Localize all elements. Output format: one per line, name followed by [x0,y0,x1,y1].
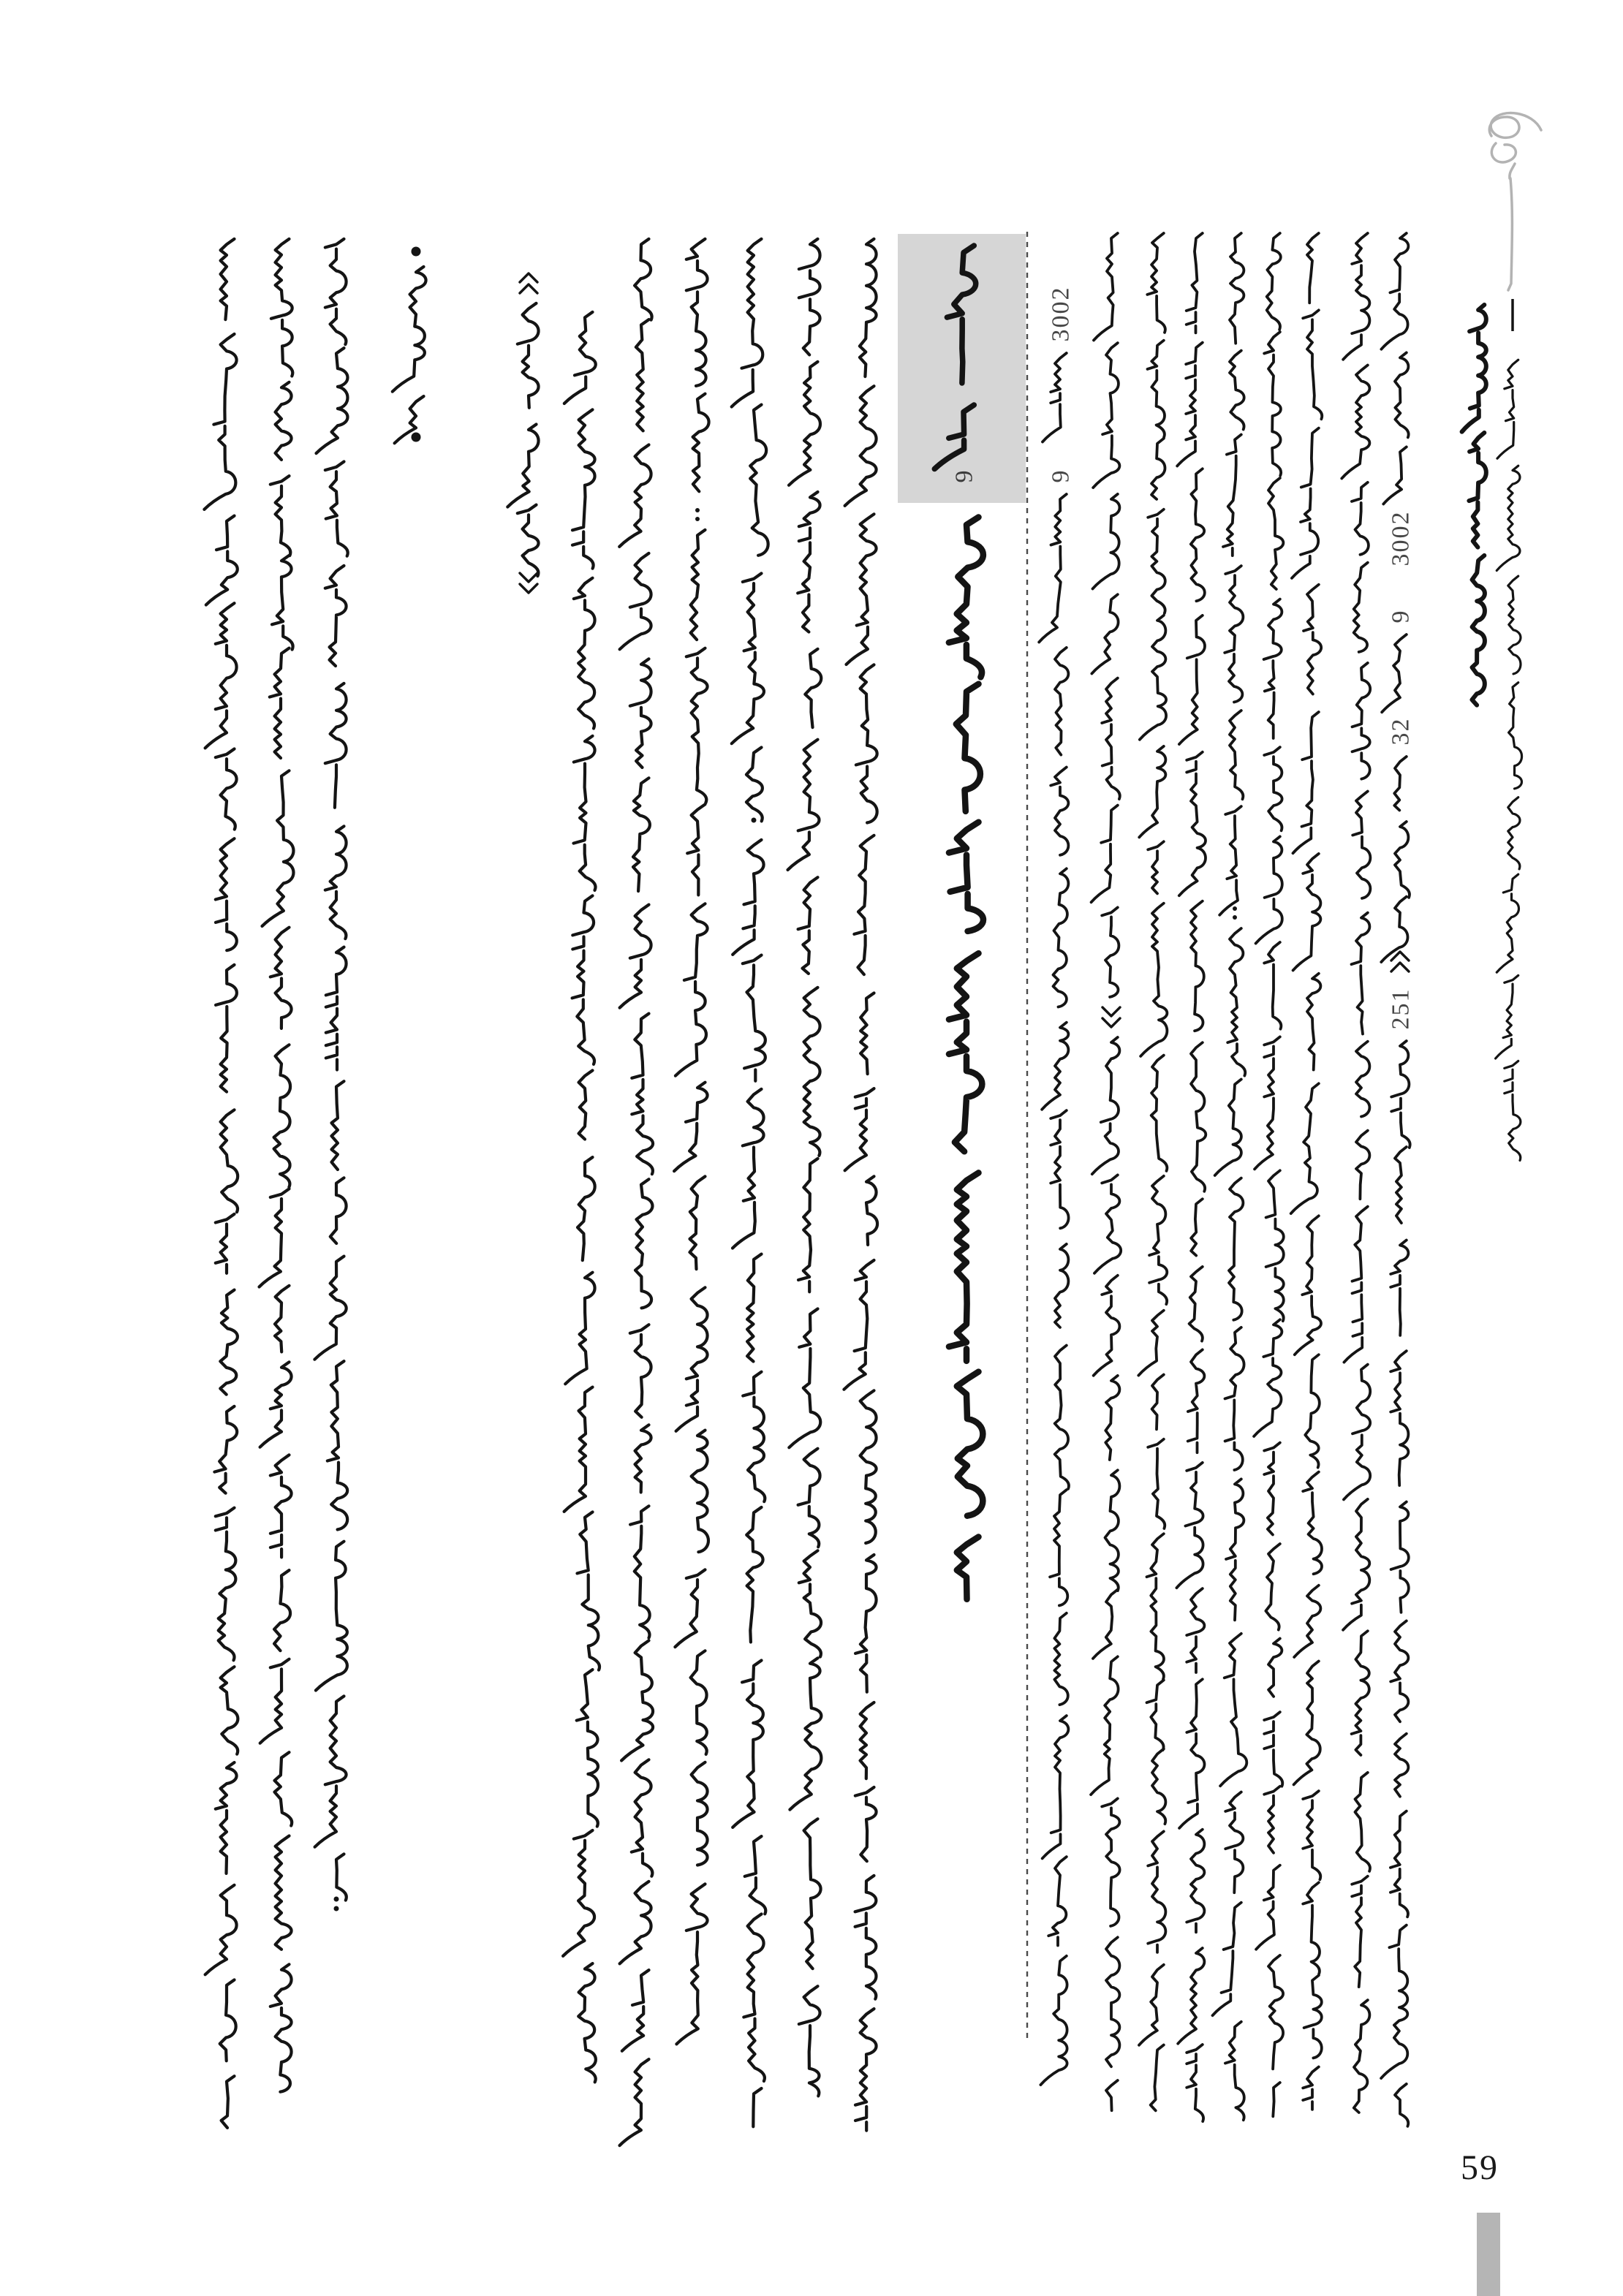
inline-number: 5 [1387,1003,1415,1016]
text-column-indented [563,312,599,2083]
text-column [674,239,708,2044]
text-column [1138,233,1167,2110]
inline-number: 3 [1387,553,1415,567]
inline-number: 0 [1047,301,1075,314]
inline-number: 0 [1047,315,1075,328]
text-column [1254,233,1284,2116]
inline-number: 9 [950,470,978,483]
text-column [260,239,294,2092]
text-column-dateline [1039,288,1074,2085]
quote-close-mark [1102,1007,1120,1027]
text-column [844,239,877,2131]
inline-number: 9 [1387,610,1415,624]
inline-number: 2 [1387,1017,1415,1030]
quote-open-mark [1391,952,1409,971]
text-column [1213,233,1247,2120]
page-number: 59 [1461,2148,1499,2187]
bulleted-subhead [393,247,426,444]
text-column [1291,233,1323,2110]
article-title [949,518,983,1599]
text-column [1176,233,1206,2121]
text-column [732,239,768,2126]
inline-number: 2 [1047,287,1075,300]
section-box-title [934,246,977,483]
text-column [619,239,653,2145]
header-line-bold [1462,305,1486,705]
comma-mark [752,818,757,823]
text-column [1381,233,1414,2126]
text-column [314,239,347,1912]
footer-bar [1477,2213,1500,2296]
inline-number: 2 [1387,719,1415,732]
quote-open-mark [520,273,537,293]
inline-number: 9 [1047,470,1075,483]
inline-number: 3 [1387,732,1415,746]
flourish-ornament [1489,113,1541,290]
colon-mark [1233,906,1237,911]
text-column [1342,233,1370,2113]
text-column [1091,233,1121,2110]
inline-number: 0 [1387,539,1415,553]
colon-mark [695,508,700,512]
inline-number: 3 [1047,329,1075,342]
colon-mark [695,517,700,521]
bullet-mark [412,433,421,442]
text-column [204,239,238,2128]
colon-mark [1233,915,1237,920]
full-stop-mark [334,1897,339,1902]
inline-number: 0 [1387,526,1415,539]
text-column [788,239,822,2096]
inline-number: 2 [1387,512,1415,525]
quote-close-mark [520,573,537,593]
full-stop-mark [334,1906,339,1912]
quoted-title-line [507,273,538,593]
header-line-light [1496,299,1522,1161]
bullet-mark [412,247,421,257]
inline-number: 1 [1387,989,1415,1002]
